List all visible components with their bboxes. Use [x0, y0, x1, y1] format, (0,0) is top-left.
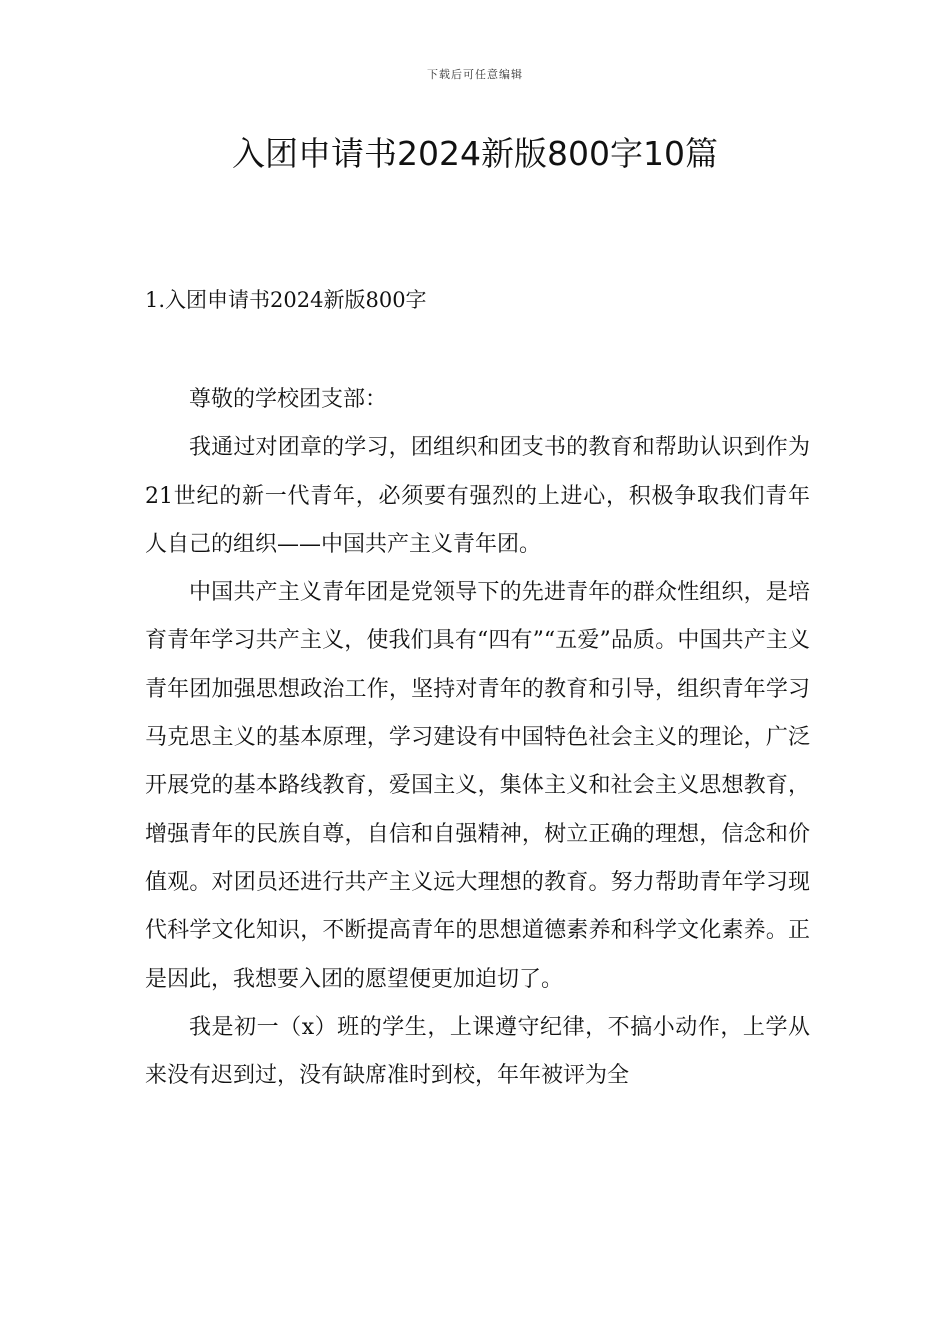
- header-note: 下载后可任意编辑: [427, 68, 523, 81]
- letter-body: [145, 376, 810, 1100]
- document-title: 入团申请书2024新版800字10篇: [232, 134, 718, 173]
- paragraph-2: 中国共产主义青年团是党领导下的先进青年的群众性组织，是培育青年学习共产主义，使我们具有“四有”“五爱”品质。中国共产主义青年团加强思想政治工作，坚持对青年的教育和引导，组织青年学习马克思主义的基本原理，学习建设有中国特色社会主义的理论，广泛开展党的基本路线教育，爱国主义，集体主义和社会主义思想教育，增强青年的民族自尊，自信和自强精神，树立正确的理想，信念和价值观。对团员还进行共产主义远大理想的教育。努力帮助青年学习现代科学文化知识，不断提高青年的思想道德素养和科学文化素养。正是因此，我想要入团的愿望便更加迫切了。: [145, 580, 810, 992]
- paragraph-3: 我是初一（x）班的学生，上课遵守纪律，不搞小动作，上学从来没有迟到过，没有缺席准时到校，年年被评为全: [145, 1014, 810, 1089]
- salutation: 尊敬的学校团支部：: [189, 387, 388, 412]
- section-heading: 1.入团申请书2024新版800字: [145, 288, 427, 312]
- paragraph-1: 我通过对团章的学习，团组织和团支书的教育和帮助认识到作为21世纪的新一代青年，必须要有强烈的上进心，积极争取我们青年人自己的组织——中国共产主义青年团。: [145, 435, 810, 557]
